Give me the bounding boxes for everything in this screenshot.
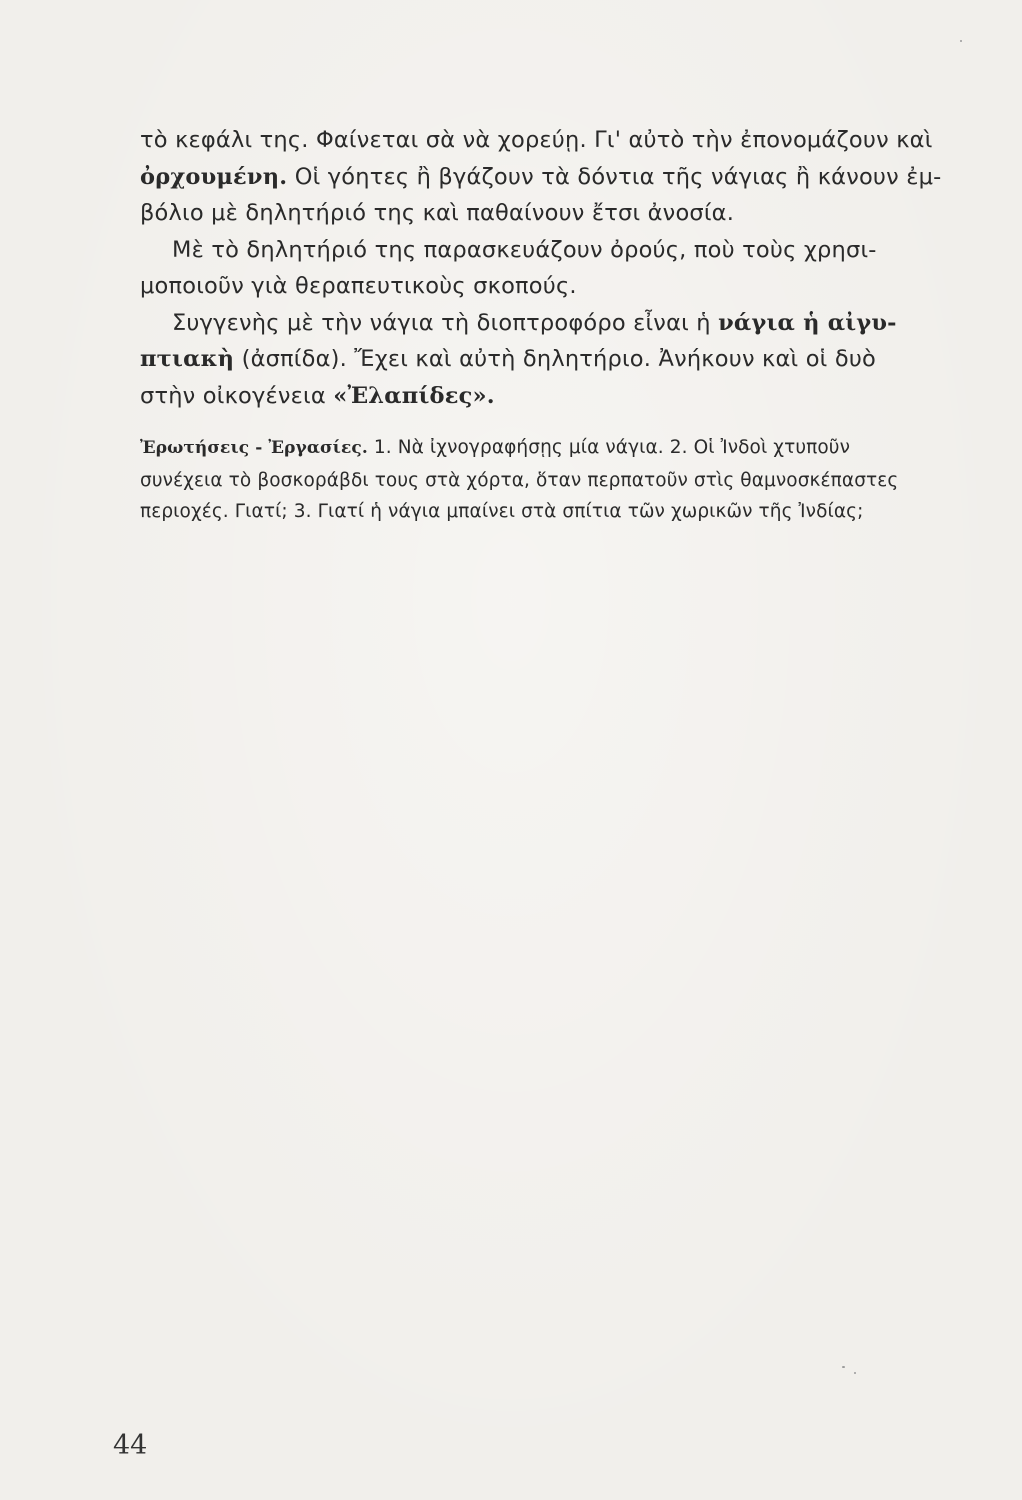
- exercises-section: [140, 432, 965, 528]
- text-line: μοποιοῦν γιὰ θεραπευτικοὺς σκοπούς.: [140, 273, 577, 299]
- dust-speck: [842, 1366, 845, 1368]
- page-number: 44: [113, 1430, 148, 1461]
- text-line: [140, 378, 965, 415]
- text-span: 1. Νὰ ἰχνογραφήσῃς μία νάγια. 2. Οἱ Ἰνδοὶ χτυποῦν: [367, 437, 851, 458]
- bold-term: πτιακὴ: [140, 346, 235, 372]
- paragraph-3: [140, 305, 965, 415]
- text-line: [140, 341, 965, 378]
- text-line: Μὲ τὸ δηλητήριό της παρασκευάζουν ὀρούς, ποὺ τοὺς χρησι-: [172, 236, 877, 263]
- bold-term: ὀρχουμένη.: [140, 163, 288, 190]
- text-span: στὴν οἰκογένεια: [140, 382, 334, 409]
- text-line: [140, 432, 965, 465]
- exercises-heading: Ἐρωτήσεις - Ἐργασίες.: [140, 438, 368, 458]
- text-line: συνέχεια τὸ βοσκοράβδι τους στὰ χόρτα, ὅταν περπατοῦν στὶς θαμνοσκέπαστες: [140, 469, 899, 491]
- text-line: τὸ κεφάλι της. Φαίνεται σὰ νὰ χορεύῃ. Γι' αὐτὸ τὴν ἐπονομάζουν καὶ: [140, 127, 933, 153]
- bold-term: «Ἐλαπίδες».: [333, 382, 495, 409]
- paragraph-2: [140, 232, 965, 305]
- text-span: Συγγενὴς μὲ τὴν νάγια τὴ διοπτροφόρο εἶναι ἡ: [172, 309, 719, 336]
- text-span: Οἱ γόητες ἢ βγάζουν τὰ δόντια τῆς νάγιας ἢ κάνουν ἐμ-: [287, 163, 942, 190]
- dust-speck: [854, 1372, 856, 1374]
- main-text: [140, 122, 965, 528]
- text-line: βόλιο μὲ δηλητήριό της καὶ παθαίνουν ἔτσι ἀνοσία.: [140, 200, 735, 226]
- text-line: [140, 159, 965, 196]
- paragraph-1: [140, 122, 965, 232]
- bold-term: νάγια ἡ αἰγυ-: [718, 309, 897, 336]
- text-line: περιοχές. Γιατί; 3. Γιατί ἡ νάγια μπαίνει στὰ σπίτια τῶν χωρικῶν τῆς Ἰνδίας;: [140, 501, 864, 522]
- dust-speck: [960, 40, 962, 42]
- text-span: (ἀσπίδα). Ἔχει καὶ αὐτὴ δηλητήριο. Ἀνήκουν καὶ οἱ δυὸ: [234, 346, 877, 372]
- text-line: [140, 305, 965, 342]
